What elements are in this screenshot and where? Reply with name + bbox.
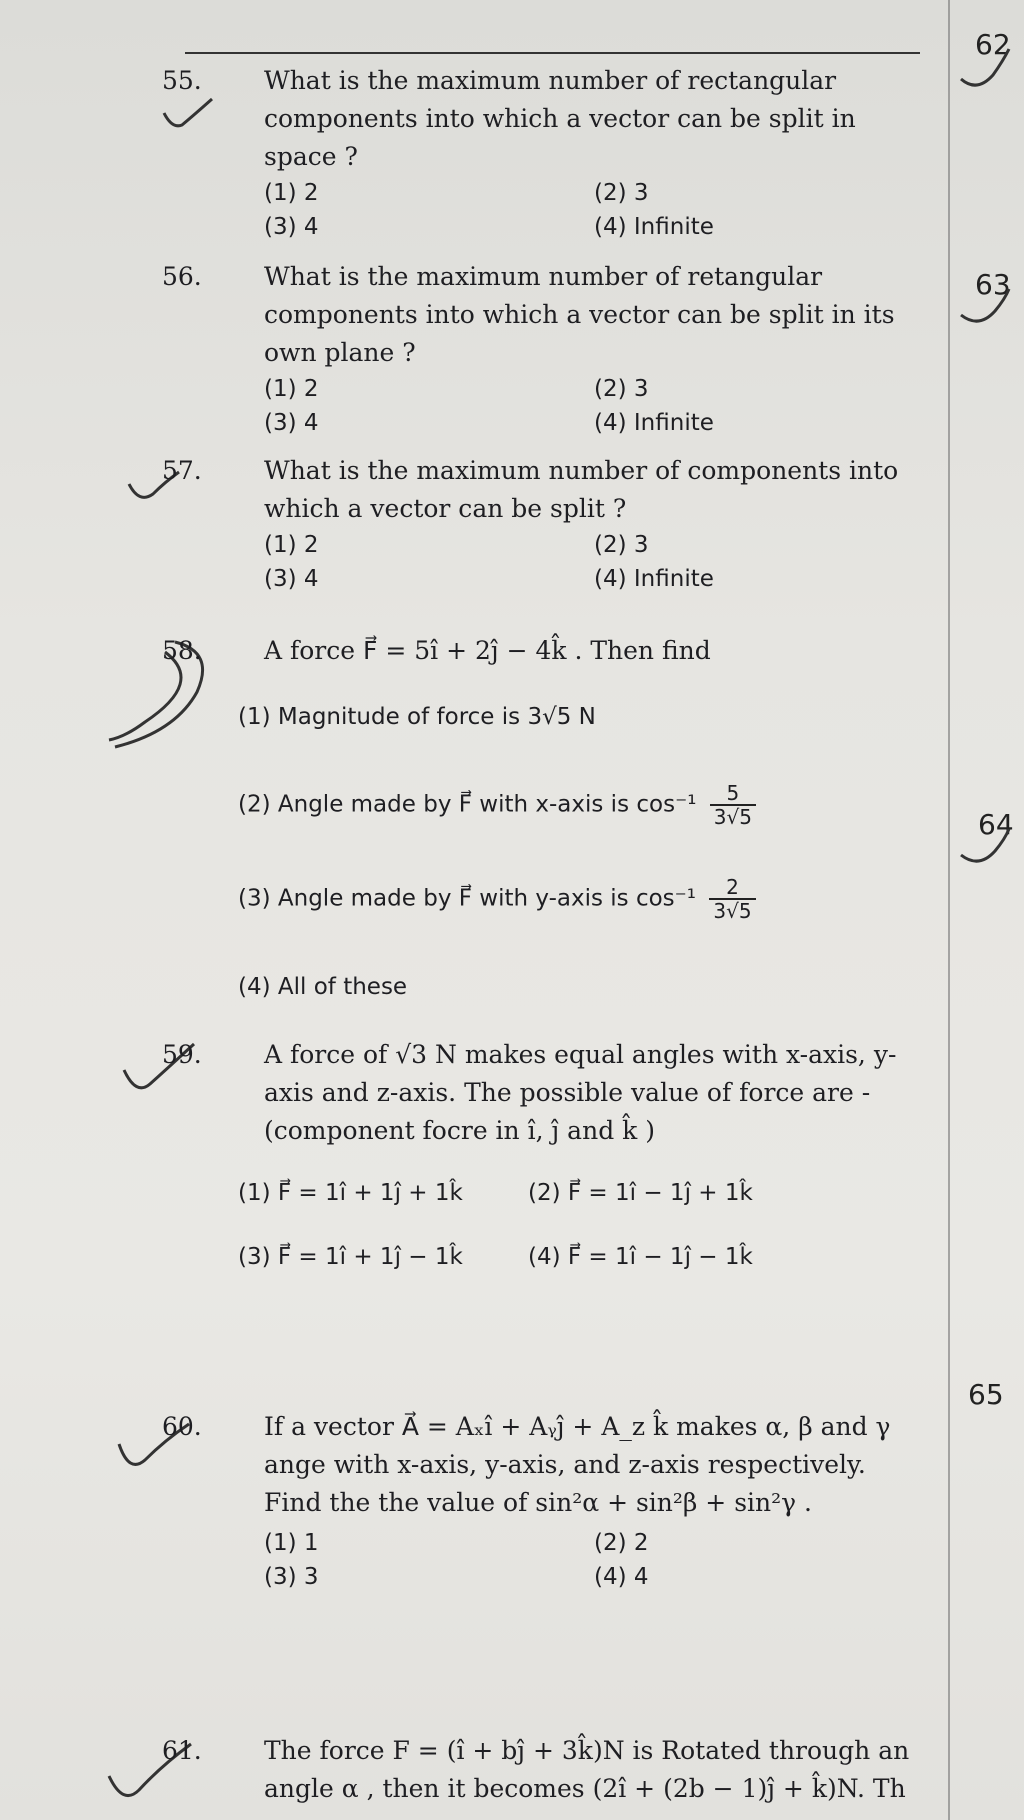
question-56 [162,258,928,440]
question-58 [162,632,928,1004]
options [238,700,928,1004]
question-number: 60. [162,1412,202,1441]
side-number: 65 [968,1378,1004,1411]
option-4[interactable]: (4) F⃗ = 1î − 1ĵ − 1k̂ [528,1244,753,1270]
tick-mark-icon [955,285,1015,335]
option-4[interactable]: (4) Infinite [594,566,714,592]
question-number: 59. [162,1040,202,1069]
fraction-denominator: 3√5 [713,805,752,829]
side-number: 64 [978,808,1014,841]
options [264,372,928,440]
question-number: 58. [162,636,202,665]
fraction-numerator: 5 [710,782,756,806]
question-number: 61. [162,1736,202,1765]
option-3-text: (3) Angle made by F⃗ with y-axis is cos⁻¹ [238,885,697,912]
option-2[interactable]: (2) 3 [594,532,649,558]
fraction-numerator: 2 [709,876,755,900]
option-1[interactable]: (1) 2 [264,180,319,206]
option-2[interactable] [238,782,928,828]
option-1[interactable]: (1) 2 [264,532,319,558]
option-1[interactable]: (1) Magnitude of force is 3√5 N [238,704,596,730]
question-text: The force F = (î + bĵ + 3k̂)N is Rotated through an angle α , then it becomes (2î + (2b − 1)ĵ + k̂)N. Th [264,1736,910,1803]
question-text: What is the maximum number of rectangular components into which a vector can be split in space ? [264,66,856,171]
option-2[interactable]: (2) F⃗ = 1î − 1ĵ + 1k̂ [528,1180,753,1206]
option-2[interactable]: (2) 2 [594,1530,649,1556]
top-rule [185,52,920,54]
option-2-text: (2) Angle made by F⃗ with x-axis is cos⁻¹ [238,791,697,818]
option-1[interactable]: (1) 1 [264,1530,319,1556]
question-59 [162,1036,928,1274]
question-text: What is the maximum number of retangular components into which a vector can be split in its own plane ? [264,262,895,367]
option-4[interactable]: (4) All of these [238,974,408,1000]
option-2[interactable]: (2) 3 [594,376,649,402]
question-text: If a vector A⃗ = Aₓî + Aᵧĵ + A_z k̂ makes α, β and γ ange with x-axis, y-axis, and z-axis respectively. Find the the value of sin²α + sin²β + sin²γ . [264,1412,891,1517]
option-3[interactable]: (3) 4 [264,566,319,592]
option-3[interactable]: (3) 3 [264,1564,319,1590]
side-number: 62 [975,28,1011,61]
question-number: 56. [162,262,202,291]
option-4[interactable]: (4) Infinite [594,410,714,436]
options [264,528,928,596]
question-text: A force of √3 N makes equal angles with x-axis, y-axis and z-axis. The possible value of force are - (component focre in î, ĵ and k̂ ) [264,1040,897,1145]
fraction [710,782,756,828]
question-61 [162,1732,928,1808]
option-2[interactable]: (2) 3 [594,180,649,206]
question-55 [162,62,928,244]
options [238,1176,928,1274]
fraction [709,876,755,922]
question-60 [162,1408,928,1594]
question-text: What is the maximum number of components into which a vector can be split ? [264,456,899,523]
tick-mark-icon [955,45,1015,95]
options [264,1526,928,1594]
question-text: A force F⃗ = 5î + 2ĵ − 4k̂ . Then find [264,636,711,665]
option-4[interactable]: (4) Infinite [594,214,714,240]
question-number: 57. [162,456,202,485]
option-4[interactable]: (4) 4 [594,1564,649,1590]
question-number: 55. [162,66,202,95]
options [264,176,928,244]
question-57 [162,452,928,596]
fraction-denominator: 3√5 [713,899,752,923]
option-3[interactable]: (3) F⃗ = 1î + 1ĵ − 1k̂ [238,1244,463,1270]
option-3[interactable] [238,876,928,922]
column-divider [948,0,950,1820]
tick-mark-icon [955,825,1015,875]
option-1[interactable]: (1) F⃗ = 1î + 1ĵ + 1k̂ [238,1180,463,1206]
option-3[interactable]: (3) 4 [264,410,319,436]
option-3[interactable]: (3) 4 [264,214,319,240]
option-1[interactable]: (1) 2 [264,376,319,402]
side-number: 63 [975,268,1011,301]
